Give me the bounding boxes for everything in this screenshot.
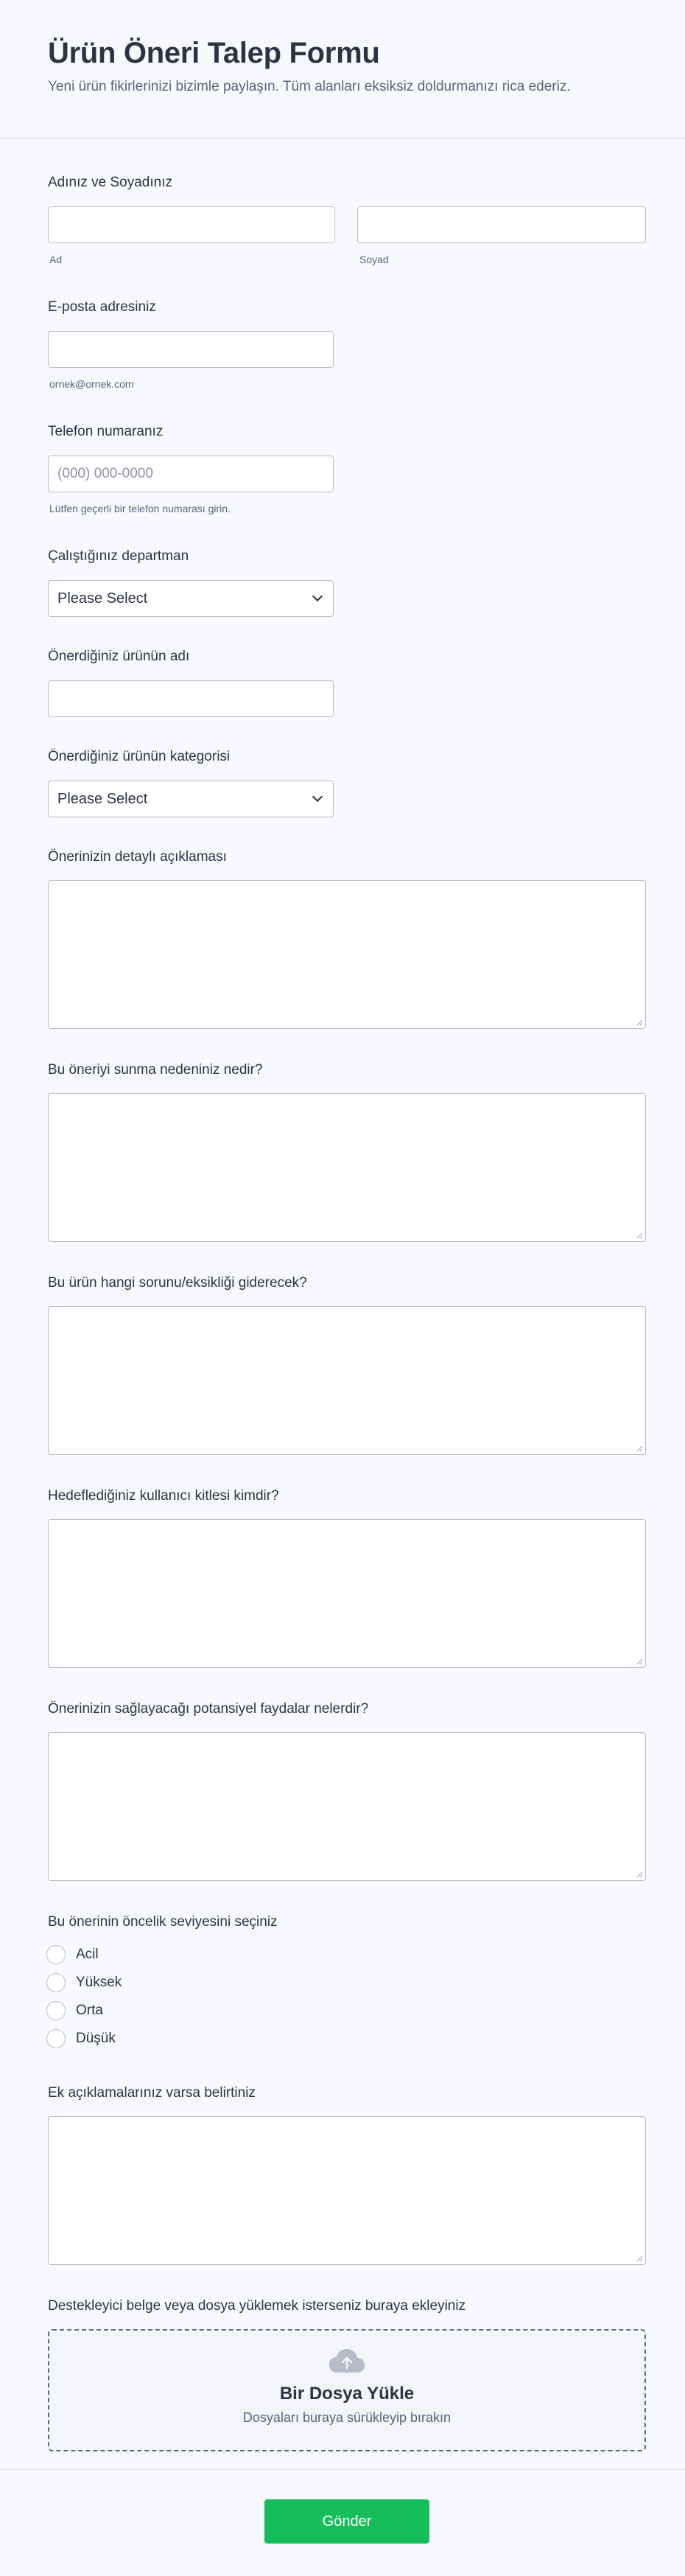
audience-label: Hedeflediğiniz kullanıcı kitlesi kimdir? xyxy=(48,1488,279,1504)
upload-title: Bir Dosya Yükle xyxy=(279,2384,415,2404)
reason-textarea[interactable] xyxy=(48,1093,646,1242)
product-category-select[interactable] xyxy=(48,781,334,817)
problem-textarea[interactable] xyxy=(48,1306,646,1455)
upload-subtitle: Dosyaları buraya sürükleyip bırakın xyxy=(242,2410,452,2425)
resize-grip-icon[interactable] xyxy=(636,1658,643,1665)
reason-field xyxy=(48,1062,646,1079)
cloud-upload-icon xyxy=(329,2348,365,2373)
priority-option-dusuk[interactable] xyxy=(46,2028,116,2049)
notes-field xyxy=(48,2085,646,2102)
upload-field xyxy=(48,2298,646,2315)
last-name-input[interactable] xyxy=(357,206,646,243)
product-name-input[interactable] xyxy=(48,680,334,717)
benefits-label: Önerinizin sağlayacağı potansiyel faydalar nelerdir? xyxy=(48,1701,369,1717)
email-field xyxy=(48,299,646,316)
resize-grip-icon[interactable] xyxy=(636,1871,643,1878)
audience-field xyxy=(48,1488,646,1505)
last-name-sublabel: Soyad xyxy=(359,254,389,265)
department-select[interactable] xyxy=(48,580,334,617)
phone-field xyxy=(48,424,646,441)
department-label: Çalıştığınız departman xyxy=(48,548,189,564)
priority-field xyxy=(48,1914,646,1931)
notes-textarea[interactable] xyxy=(48,2116,646,2265)
chevron-down-icon xyxy=(312,792,323,802)
problem-field xyxy=(48,1275,646,1292)
details-field xyxy=(48,849,646,866)
phone-sublabel: Lütfen geçerli bir telefon numarası girin. xyxy=(49,503,231,514)
email-sublabel: ornek@ornek.com xyxy=(49,378,134,390)
benefits-field xyxy=(48,1701,646,1718)
notes-label: Ek açıklamalarınız varsa belirtiniz xyxy=(48,2085,256,2101)
radio-button[interactable] xyxy=(46,2029,66,2048)
priority-option-label: Orta xyxy=(76,2003,103,2018)
upload-label: Destekleyici belge veya dosya yüklemek isterseniz buraya ekleyiniz xyxy=(48,2298,466,2314)
radio-button[interactable] xyxy=(46,2001,66,2020)
details-label: Önerinizin detaylı açıklaması xyxy=(48,849,227,865)
priority-option-label: Yüksek xyxy=(76,1975,122,1990)
product-category-selected: Please Select xyxy=(57,790,148,807)
resize-grip-icon[interactable] xyxy=(636,1445,643,1452)
submit-button[interactable]: Gönder xyxy=(264,2499,429,2544)
name-field xyxy=(48,175,646,192)
email-label: E-posta adresiniz xyxy=(48,299,156,315)
priority-label: Bu önerinin öncelik seviyesini seçiniz xyxy=(48,1914,278,1930)
file-upload-dropzone[interactable] xyxy=(48,2329,646,2451)
resize-grip-icon[interactable] xyxy=(636,1232,643,1239)
product-category-field xyxy=(48,749,646,766)
priority-option-label: Acil xyxy=(76,1947,99,1962)
priority-option-label: Düşük xyxy=(76,2031,116,2046)
first-name-sublabel: Ad xyxy=(49,254,63,265)
priority-option-yuksek[interactable] xyxy=(46,1972,122,1993)
reason-label: Bu öneriyi sunma nedeniniz nedir? xyxy=(48,1062,263,1078)
priority-option-acil[interactable] xyxy=(46,1944,99,1965)
product-category-label: Önerdiğiniz ürünün kategorisi xyxy=(48,749,231,764)
form-header xyxy=(0,0,685,139)
priority-option-orta[interactable] xyxy=(46,2000,103,2021)
radio-button[interactable] xyxy=(46,1973,66,1992)
details-textarea[interactable] xyxy=(48,880,646,1029)
radio-button[interactable] xyxy=(46,1945,66,1964)
resize-grip-icon[interactable] xyxy=(636,1019,643,1026)
phone-label: Telefon numaranız xyxy=(48,424,164,439)
benefits-textarea[interactable] xyxy=(48,1732,646,1881)
department-selected: Please Select xyxy=(57,590,148,607)
product-name-field xyxy=(48,649,646,666)
problem-label: Bu ürün hangi sorunu/eksikliği giderecek? xyxy=(48,1275,307,1291)
resize-grip-icon[interactable] xyxy=(636,2255,643,2262)
department-field xyxy=(48,548,646,565)
first-name-input[interactable] xyxy=(48,206,335,243)
chevron-down-icon xyxy=(312,591,323,601)
form-title: Ürün Öneri Talep Formu xyxy=(48,37,380,69)
email-input[interactable] xyxy=(48,331,334,368)
name-label: Adınız ve Soyadınız xyxy=(48,175,172,190)
form-footer xyxy=(0,2469,685,2576)
audience-textarea[interactable] xyxy=(48,1519,646,1668)
product-name-label: Önerdiğiniz ürünün adı xyxy=(48,649,190,664)
phone-input[interactable] xyxy=(48,455,334,492)
form-subtitle: Yeni ürün fikirlerinizi bizimle paylaşın. Tüm alanları eksiksiz doldurmanızı rica ederiz. xyxy=(48,79,571,94)
